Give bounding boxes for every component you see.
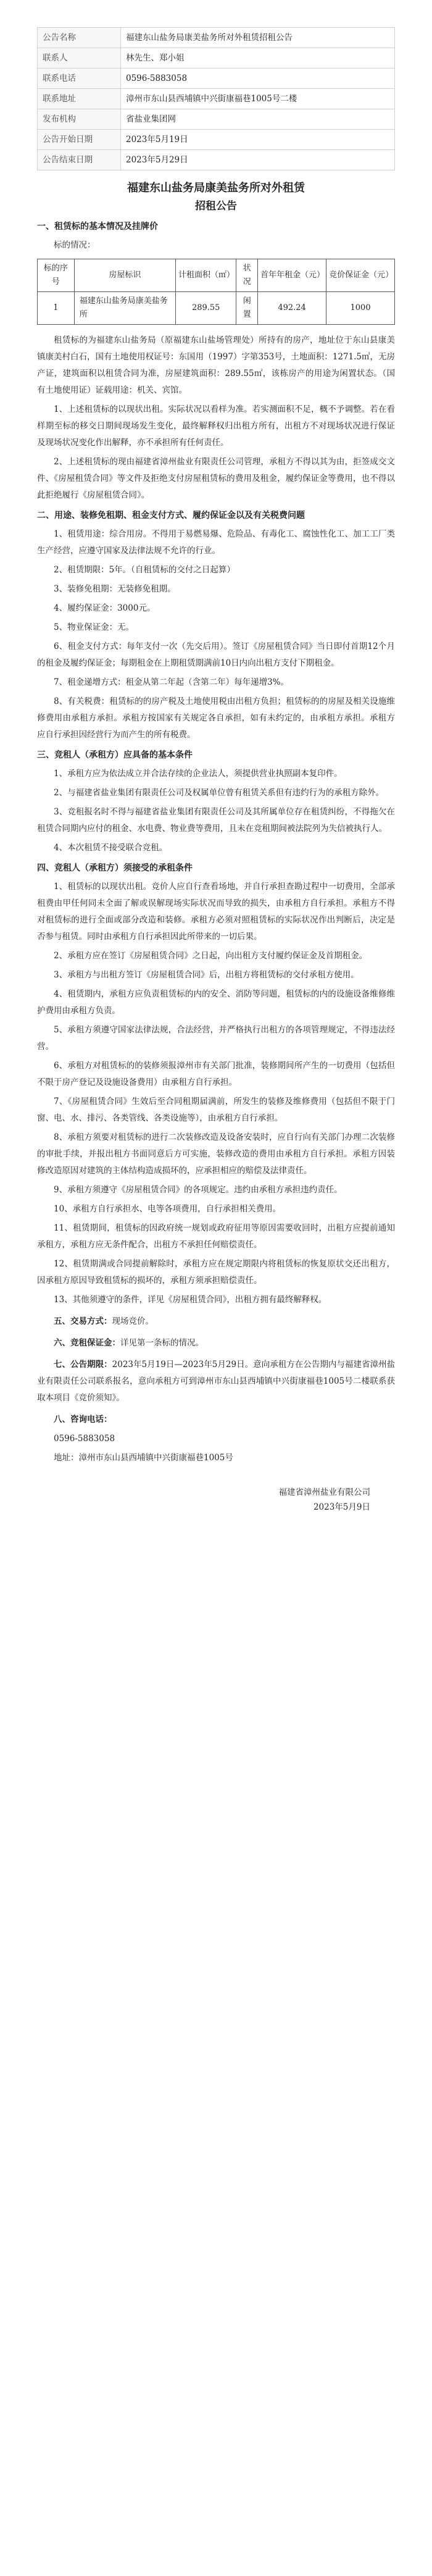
paragraph: 1、租赁用途：综合用房。不得用于易燃易爆、危险品、有毒化工、腐蚀性化工、加工工厂类生产经营，应遵守国家及法律法规不允许的行业。: [37, 529, 395, 556]
paragraph: [37, 1335, 395, 1352]
section-7: [37, 1357, 395, 1407]
announcement-meta-table: [37, 27, 395, 170]
meta-value: 2023年5月19日: [121, 130, 395, 150]
signing-organization: 福建省漳州盐业有限公司: [278, 1487, 370, 1497]
meta-key: 公告名称: [38, 28, 121, 48]
signing-date: 2023年5月9日: [313, 1502, 370, 1512]
col-header: 标的序号: [38, 259, 75, 292]
paragraph: 2、与福建省盐业集团有限责任公司及权属单位曾有租赁关系但有违约行为的承租方除外。: [54, 788, 384, 798]
cell-property: 福建东山盐务局康美盐务所: [74, 292, 175, 325]
meta-key: 联系电话: [38, 69, 121, 89]
paragraph: 13、其他须遵守的条件，详见《房屋租赁合同》，出租方拥有最终解释权。: [54, 1295, 327, 1305]
meta-value: 省盐业集团网: [121, 109, 395, 130]
section-7-heading: 七、公告期限：: [54, 1360, 112, 1370]
col-header: 竞价保证金（元）: [326, 259, 395, 292]
col-header: 房屋标识: [74, 259, 175, 292]
paragraph: 8、承租方须要对租赁标的进行二次装修改造及设备安装时，应自行向有关部门办理二次装修的审批手续，并报出租方书面同意后方可实施，装修改造的费用由承租方自行承担。承租方因装修改造原因对建筑的主体结构造成损坏的，应承担相应的赔偿及法律责任。: [37, 1132, 395, 1176]
paragraph: 3、竞租报名时不得与福建省盐业集团有限责任公司及其所属单位存在租赁纠纷，不得拖欠在租赁合同期内应付的租金、水电费、物业费等费用，且未在竞租期间被法院列为失信被执行人。: [37, 807, 395, 834]
col-header: 状况: [236, 259, 258, 292]
col-header: 计租面积（㎡）: [175, 259, 236, 292]
section-3: [37, 748, 395, 856]
meta-value: 林先生、郑小姐: [121, 48, 395, 69]
meta-key: 发布机构: [38, 109, 121, 130]
meta-value: 0596-5883058: [121, 69, 395, 89]
contact-address: 地址：漳州市东山县西埔镇中兴街康福巷1005号: [54, 1453, 233, 1463]
section-8: [37, 1411, 395, 1466]
lot-table-header-row: [38, 259, 395, 292]
meta-row: [38, 69, 395, 89]
section-5: [37, 1313, 395, 1330]
meta-row: [38, 150, 395, 170]
col-header: 首年年租金（元）: [258, 259, 326, 292]
paragraph: 7、租金递增方式：租金从第二年起（含第二年）每年递增3%。: [54, 677, 289, 687]
meta-key: 公告结束日期: [38, 150, 121, 170]
meta-key: 联系人: [38, 48, 121, 69]
paragraph: 8、有关税费：租赁标的的房产税及土地使用税由出租方负担；租赁标的的房屋及相关设施维修费用由承租方承担。承租方按国家有关规定各自承担，如有未约定的，由承租方承担。承租方应自行承担因经营行为而产生的所有税费。: [37, 696, 395, 740]
announcement-page: [0, 27, 432, 2576]
section-4-heading: 四、竞租人（承租方）须接受的承租条件: [37, 863, 193, 873]
cell-first-year-rent: 492.24: [258, 292, 326, 325]
paragraph: 1、上述租赁标的以现状出租。实际状况以看样为准。若实测面积不足，概不予调整。若在看样期至标的移交日期间现场发生变化，最终解释权归出租方所有，出租方不对现场状况进行保证及现场状况变化作出解释，亦不承担所有任何责任。: [37, 404, 395, 448]
section-1-heading: 一、租赁标的基本情况及挂牌价: [37, 222, 158, 232]
section-6: [37, 1335, 395, 1352]
paragraph: 3、装修免租期：无装修免租期。: [54, 584, 176, 594]
paragraph: 6、租金支付方式：每年支付一次（先交后用）。签订《房屋租赁合同》当日即付首期12个月的租金及履约保证金；每期租金在上期租赁期满前10日内向出租方支付下期租金。: [37, 642, 395, 668]
section-8-heading: 八、咨询电话：: [54, 1415, 112, 1424]
meta-key: 公告开始日期: [38, 130, 121, 150]
paragraph: 4、本次租赁不接受联合竞租。: [54, 843, 168, 853]
contact-phone: 0596-5883058: [54, 1434, 115, 1444]
document-title: 福建东山盐务局康美盐务所对外租赁: [127, 182, 305, 194]
paragraph: 6、承租方对租赁标的的装修须报漳州市有关部门批准，装修期间所产生的一切费用（包括但不限于房产登记及设施设备费用）由承租方自行承担。: [37, 1061, 395, 1087]
cell-area: 289.55: [175, 292, 236, 325]
paragraph: 10、承租方自行承担水、电等各项费用，自行承担相关费用。: [54, 1204, 281, 1214]
meta-row: [38, 48, 395, 69]
paragraph: 9、承租方须遵守《房屋租赁合同》的各项规定。违约由承租方承担违约责任。: [54, 1185, 343, 1195]
paragraph: 2、上述租赁标的现由福建省漳州盐业有限责任公司管理，承租方不得以其为由，拒签成交文件、《房屋租赁合同》等文件及拒绝支付房屋租赁标的费用及租金，履约保证金等费用，也不得以此拒绝履行《房屋租赁合同》。: [37, 457, 395, 500]
table-row: [38, 292, 395, 325]
paragraph: [37, 1313, 395, 1330]
section-2: [37, 509, 395, 743]
paragraph: 2、租赁期限：5年。（自租赁标的交付之日起算）: [54, 565, 235, 575]
paragraph: [37, 1357, 395, 1407]
paragraph: 4、履约保证金：3000元。: [54, 603, 156, 613]
meta-row: [38, 89, 395, 109]
deposit-note: 详见第一条标的情况。: [120, 1338, 204, 1348]
cell-status: 闲置: [236, 292, 258, 325]
paragraph: 3、承租方与出租方签订《房屋租赁合同》后，出租方将租赁标的交付承租方使用。: [54, 970, 359, 980]
meta-value: 2023年5月29日: [121, 150, 395, 170]
paragraph: 租赁标的为福建东山盐务局（原福建东山盐场管理处）所持有的房产，地址位于东山县康美镇康美村白石，国有土地使用权证号：东国用（1997）字第353号，土地面积：1271.5㎡，无房产证，建筑面积以租赁合同为准，房屋建筑面积：289.55㎡，该栋房产的用途为闲置状态。（国有土地使用证）证载用途：机关、宾馆。: [37, 335, 395, 395]
signature-block: [37, 1485, 395, 1515]
paragraph: 11、租赁期间，租赁标的因政府统一规划或政府征用等原因需要收回时，出租方应提前通知承租方，承租方应无条件配合，出租方不承担任何赔偿责任。: [37, 1223, 395, 1250]
paragraph: 5、物业保证金：无。: [54, 622, 135, 632]
meta-value: 漳州市东山县西埔镇中兴街康福巷1005号二楼: [121, 89, 395, 109]
section-5-heading: 五、交易方式：: [54, 1316, 112, 1326]
paragraph: 1、租赁标的以现状出租。竞价人应自行查看场地，并自行承担查勘过程中一切费用，全部承租费由甲任何同未全面了解或误解现场实际状况而导致的损失，由承租方自行承担。承租方不得对租赁标的进行全面或部分改造和装修。承租方必须对照租赁标的实际状况作出判断后，决定是否参与租赁。同时由承租方自行承担因此所带来的一切后果。: [37, 882, 395, 942]
cell-lot-no: 1: [38, 292, 75, 325]
paragraph: 1、承租方应为依法成立并合法存续的企业法人，须提供营业执照副本复印件。: [54, 769, 343, 779]
trade-method: 现场竞价。: [112, 1316, 154, 1326]
cell-deposit: 1000: [326, 292, 395, 325]
paragraph: 标的情况：: [54, 240, 96, 250]
section-2-heading: 二、用途、装修免租期、租金支付方式、履约保证金以及有关税费问题: [37, 511, 305, 521]
meta-row: [38, 28, 395, 48]
section-4: [37, 861, 395, 1308]
paragraph: 4、租赁期内，承租方应负责租赁标的内的安全、消防等问题，租赁标的内的设施设备维修维护费用由承租方负责。: [37, 989, 395, 1016]
paragraph: 5、承租方须遵守国家法律法规，合法经营，并严格执行出租方的各项管理规定，不得违法经营。: [37, 1025, 395, 1052]
meta-row: [38, 130, 395, 150]
paragraph: [37, 1411, 395, 1428]
paragraph: 12、租赁期满或合同提前解除时，承租方应在规定期限内将租赁标的恢复原状交还出租方，因承租方原因导致租赁标的损坏的，承租方须承担赔偿责任。: [37, 1259, 395, 1286]
section-1: [37, 220, 395, 504]
notice-period: 2023年5月19日—2023年5月29日。意向承租方在公告期内与福建省漳州盐业有限责任公司联系报名，意向承租方可到漳州市东山县西埔镇中兴街康福巷1005号二楼联系获取本项目《竞价须知》。: [37, 1360, 396, 1403]
section-6-heading: 六、竞租保证金：: [54, 1338, 120, 1348]
lot-table: [37, 259, 395, 325]
document-subtitle: 招租公告: [195, 200, 237, 212]
section-3-heading: 三、竞租人（承租方）应具备的基本条件: [37, 750, 193, 760]
meta-key: 联系地址: [38, 89, 121, 109]
paragraph: 2、承租方应在签订《房屋租赁合同》之日起，向出租方支付履约保证金及首期租金。: [54, 951, 368, 961]
meta-value: 福建东山盐务局康美盐务所对外租赁招租公告: [121, 28, 395, 48]
meta-row: [38, 109, 395, 130]
paragraph: 7、《房屋租赁合同》生效后至合同租期届满前，所发生的装修及维修费用（包括但不限于门窗、电、水、排污、各类管线、各类设施等），由承租方自行承担。: [37, 1097, 395, 1123]
